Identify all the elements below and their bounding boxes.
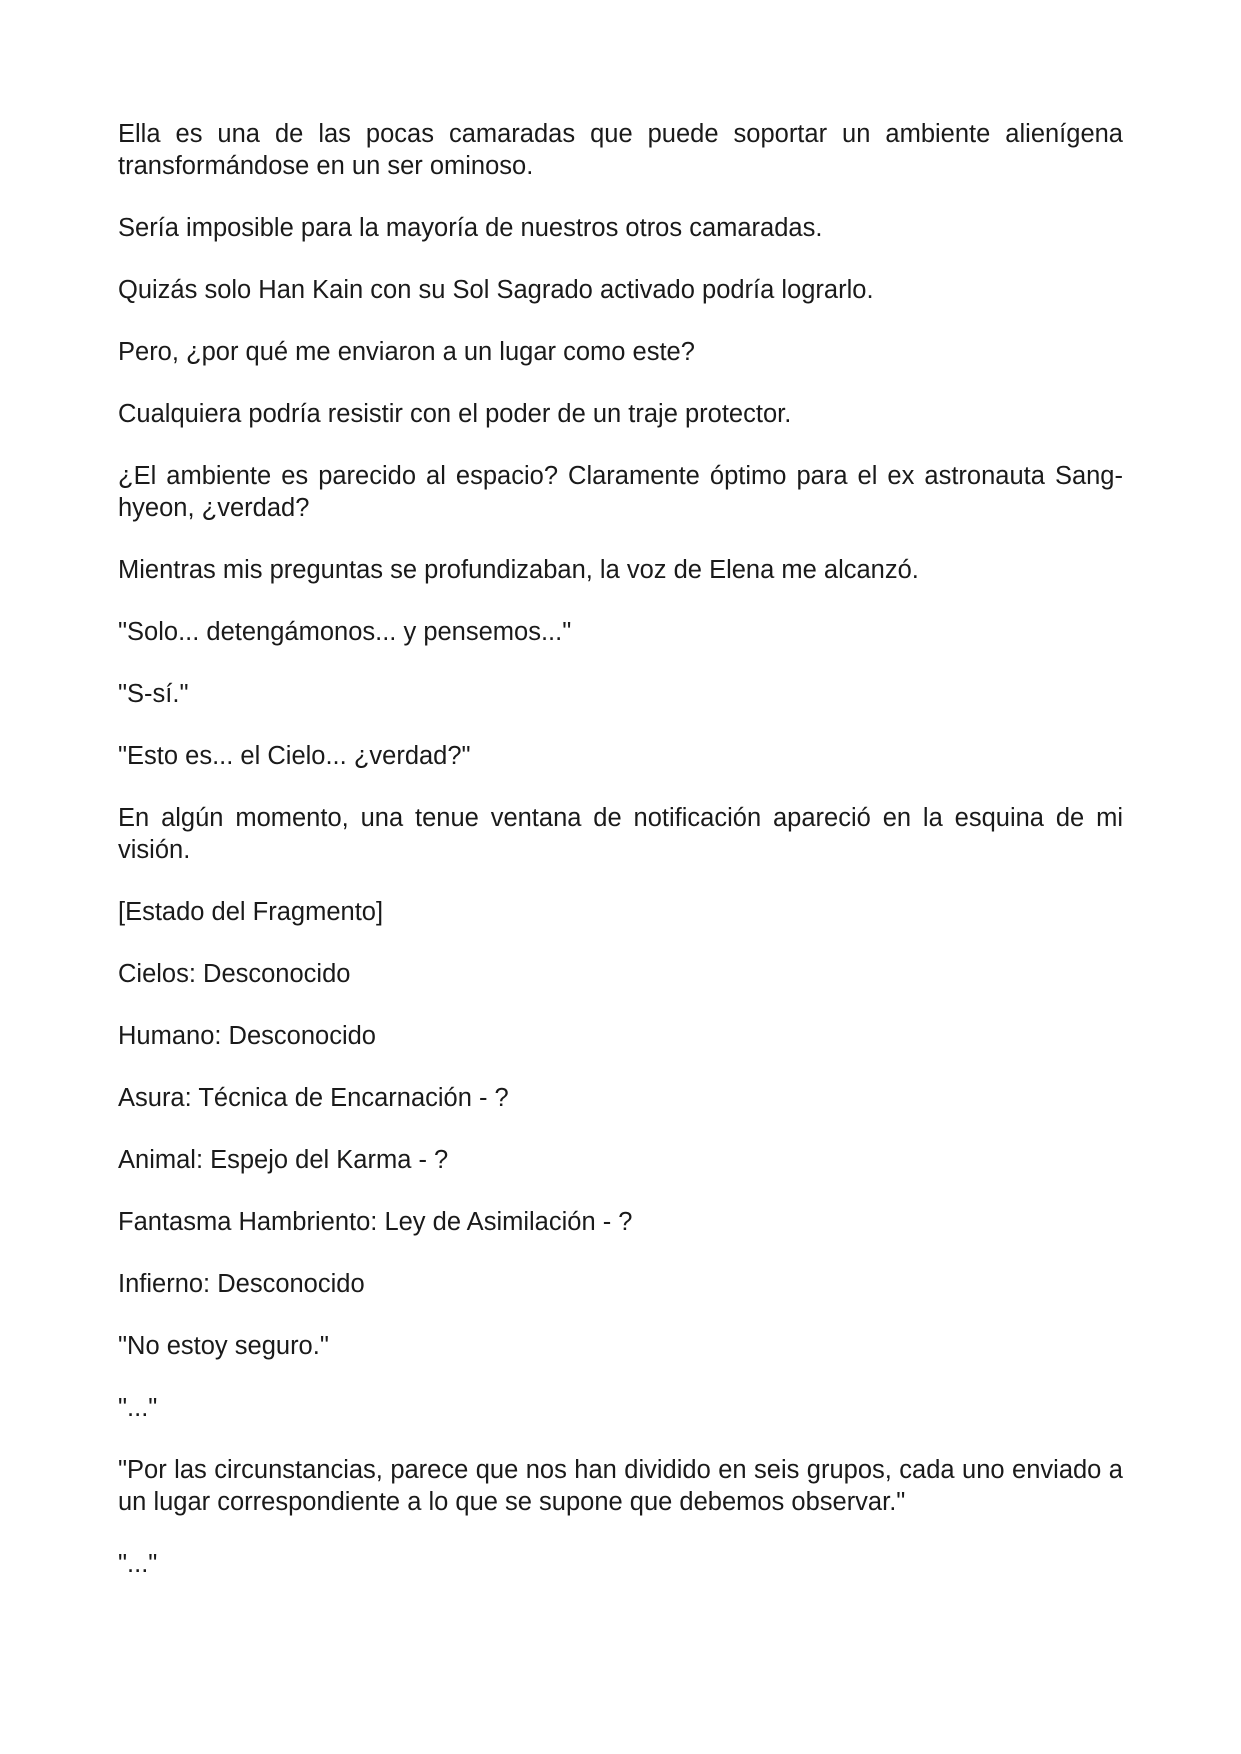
paragraph: ¿El ambiente es parecido al espacio? Claramente óptimo para el ex astronauta Sang-hyeon, ¿verdad?: [118, 462, 1123, 522]
status-entry: Asura: Técnica de Encarnación - ?: [118, 1084, 509, 1112]
paragraph: En algún momento, una tenue ventana de notificación apareció en la esquina de mi visión.: [118, 804, 1123, 864]
dialogue-line: "Esto es... el Cielo... ¿verdad?": [118, 742, 471, 770]
dialogue-line: "Solo... detengámonos... y pensemos...": [118, 618, 572, 646]
status-entry: Humano: Desconocido: [118, 1022, 376, 1050]
dialogue-line: "Por las circunstancias, parece que nos han dividido en seis grupos, cada uno enviado a un lugar correspondiente a lo que se supone que debemos observar.": [118, 1456, 1123, 1516]
dialogue-line: "No estoy seguro.": [118, 1332, 329, 1360]
status-entry: Infierno: Desconocido: [118, 1270, 365, 1298]
dialogue-line: "S-sí.": [118, 680, 189, 708]
paragraph: Cualquiera podría resistir con el poder de un traje protector.: [118, 400, 792, 428]
dialogue-line: "...": [118, 1550, 158, 1578]
paragraph: Pero, ¿por qué me enviaron a un lugar como este?: [118, 338, 695, 366]
status-entry: Animal: Espejo del Karma - ?: [118, 1146, 449, 1174]
paragraph: Mientras mis preguntas se profundizaban, la voz de Elena me alcanzó.: [118, 556, 919, 584]
paragraph: Sería imposible para la mayoría de nuestros otros camaradas.: [118, 214, 823, 242]
paragraph: Quizás solo Han Kain con su Sol Sagrado activado podría lograrlo.: [118, 276, 874, 304]
status-window-title: [Estado del Fragmento]: [118, 898, 384, 926]
status-entry: Cielos: Desconocido: [118, 960, 351, 988]
dialogue-line: "...": [118, 1394, 158, 1422]
document-page: [118, 118, 1123, 1610]
paragraph: Ella es una de las pocas camaradas que puede soportar un ambiente alienígena transformándose en un ser ominoso.: [118, 120, 1123, 180]
status-entry: Fantasma Hambriento: Ley de Asimilación - ?: [118, 1208, 633, 1236]
